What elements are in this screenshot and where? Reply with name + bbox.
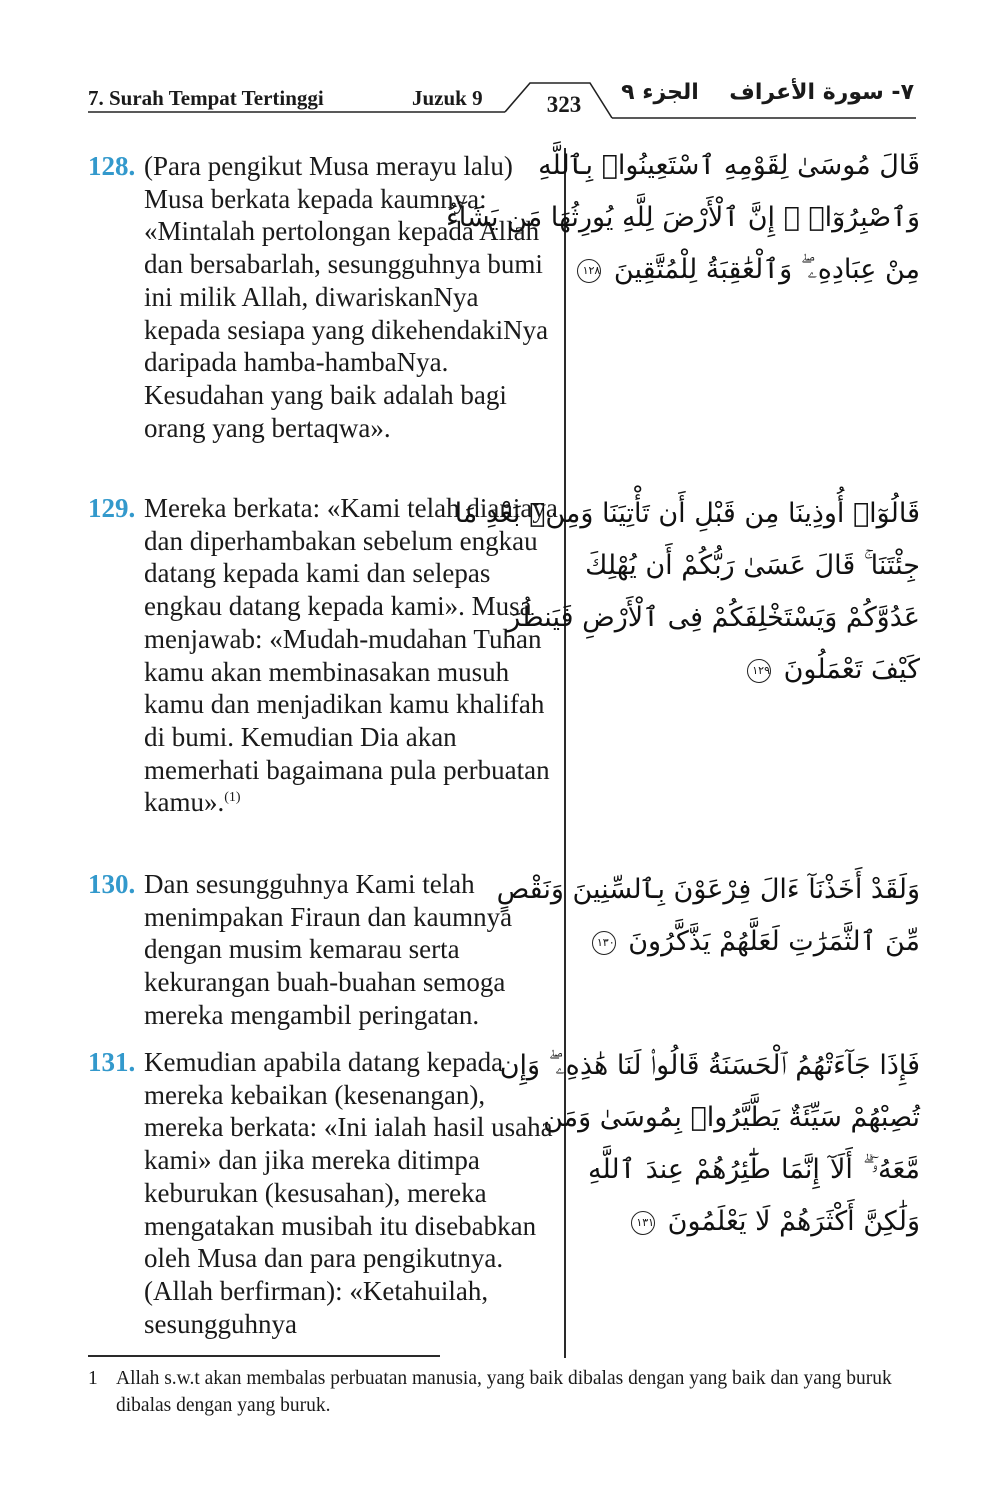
footnote-number: 1 xyxy=(88,1368,98,1389)
footnote-ref[interactable]: (1) xyxy=(224,790,241,806)
arabic-line-text: كَيْفَ تَعْمَلُونَ xyxy=(783,654,920,685)
verse-text-body: Mereka berkata: «Kami telah dianiaya dan diperhambakan sebelum engkau datang kepada kami dan selepas engkau datang kepada kami». Musa menjawab: «Mudah-mudahan Tuhan kamu akan membinasakan musuh kamu dan menjadikan kamu khalifah di bumi. Kemudian Dia akan memerhati bagaimana pula perbuatan kamu». xyxy=(144,493,558,818)
ayah-number-marker: ١٢٩ xyxy=(747,659,771,683)
arabic-ayah-129 xyxy=(454,488,920,696)
verse-number: 131. xyxy=(88,1047,136,1077)
verse-number: 128. xyxy=(88,151,136,181)
verse-131 xyxy=(88,1046,558,1340)
ayah-number-marker: ١٣١ xyxy=(631,1211,655,1235)
verse-text: Kemudian apabila datang kepada mereka kebaikan (kesenangan), mereka berkata: «Ini ialah hasil usaha kami» dan jika mereka ditimpa keburukan (kesusahan), mereka mengatakan musibah itu disebabkan oleh Musa dan para pengikutnya. (Allah berfirman): «Ketahuilah, sesungguhnya xyxy=(144,1047,553,1339)
verse-130 xyxy=(88,868,558,1032)
footnote-rule xyxy=(88,1355,440,1357)
verse-number: 130. xyxy=(88,869,136,899)
arabic-line: قَالَ مُوسَىٰ لِقَوْمِهِ ٱسْتَعِينُوا۟ بِٱللَّهِ xyxy=(538,150,920,181)
column-divider xyxy=(564,148,566,1358)
arabic-line-text: مِّنَ ٱلثَّمَرَٰتِ لَعَلَّهُمْ يَذَّكَّرُونَ xyxy=(628,926,920,957)
arabic-line: مَّعَهُۥٓ ۗ أَلَآ إِنَّمَا طَٰٓئِرُهُمْ عِندَ ٱللَّهِ xyxy=(588,1154,920,1185)
arabic-line xyxy=(588,644,920,696)
arabic-ayah-131 xyxy=(499,1040,920,1248)
arabic-line: قَالُوٓا۟ أُوذِينَا مِن قَبْلِ أَن تَأْتِيَنَا وَمِنۢ بَعْدِ مَا xyxy=(454,498,920,529)
verse-text: (Para pengikut Musa merayu lalu) Musa berkata kepada kaumnya: «Mintalah pertolongan kepada Allah dan bersabarlah, sesungguhnya bumi ini milik Allah, diwariskanNya kepada sesiapa yang dikehendakiNya daripada hamba-hambaNya. Kesudahan yang baik adalah bagi orang yang bertaqwa». xyxy=(144,151,549,443)
surah-title: 7. Surah Tempat Tertinggi xyxy=(88,86,324,110)
surah-arabic-title: ٧- سورة الأعراف xyxy=(729,80,914,105)
page-number: 323 xyxy=(546,92,582,117)
arabic-line xyxy=(588,1196,920,1248)
arabic-line: جِئْتَنَا ۚ قَالَ عَسَىٰ رَبُّكُمْ أَن يُهْلِكَ xyxy=(585,550,920,581)
juzuk-label: Juzuk 9 xyxy=(412,86,483,110)
footnote xyxy=(88,1365,918,1419)
ayah-number-marker: ١٢٨ xyxy=(577,259,601,283)
arabic-line-text: وَلَٰكِنَّ أَكْثَرَهُمْ لَا يَعْلَمُونَ xyxy=(667,1206,920,1237)
arabic-line: فَإِذَا جَآءَتْهُمُ ٱلْحَسَنَةُ قَالُوا۟ لَنَا هَٰذِهِۦ ۖ وَإِن xyxy=(499,1050,920,1081)
verse-text xyxy=(144,492,558,819)
arabic-ayah-128 xyxy=(446,140,920,296)
arabic-ayah-130 xyxy=(496,864,920,968)
arabic-line: عَدُوَّكُمْ وَيَسْتَخْلِفَكُمْ فِى ٱلْأَرْضِ فَيَنظُرَ xyxy=(507,602,920,633)
arabic-line xyxy=(582,244,920,296)
verse-129 xyxy=(88,492,558,819)
footnote-text: Allah s.w.t akan membalas perbuatan manusia, yang baik dibalas dengan yang baik dan yang buruk dibalas dengan yang buruk. xyxy=(116,1368,892,1416)
arabic-line xyxy=(588,916,920,968)
juz-arabic: الجزء ٩ xyxy=(621,80,699,105)
arabic-line: تُصِبْهُمْ سَيِّئَةٌ يَطَّيَّرُوا۟ بِمُوسَىٰ وَمَن xyxy=(543,1102,920,1133)
page-header xyxy=(0,0,1000,130)
ayah-number-marker: ١٣٠ xyxy=(592,931,616,955)
arabic-line: وَٱصْبِرُوٓا۟ ۖ إِنَّ ٱلْأَرْضَ لِلَّهِ يُورِثُهَا مَن يَشَآءُ xyxy=(446,202,920,233)
arabic-line-text: مِنْ عِبَادِهِۦ ۖ وَٱلْعَٰقِبَةُ لِلْمُتَّقِينَ xyxy=(613,254,920,285)
verse-text: Dan sesungguhnya Kami telah menimpakan Firaun dan kaumnya dengan musim kemarau serta kekurangan buah-buahan semoga mereka mengambil peringatan. xyxy=(144,869,513,1030)
verse-number: 129. xyxy=(88,493,136,523)
arabic-line: وَلَقَدْ أَخَذْنَآ ءَالَ فِرْعَوْنَ بِٱلسِّنِينَ وَنَقْصٍ xyxy=(496,874,920,905)
